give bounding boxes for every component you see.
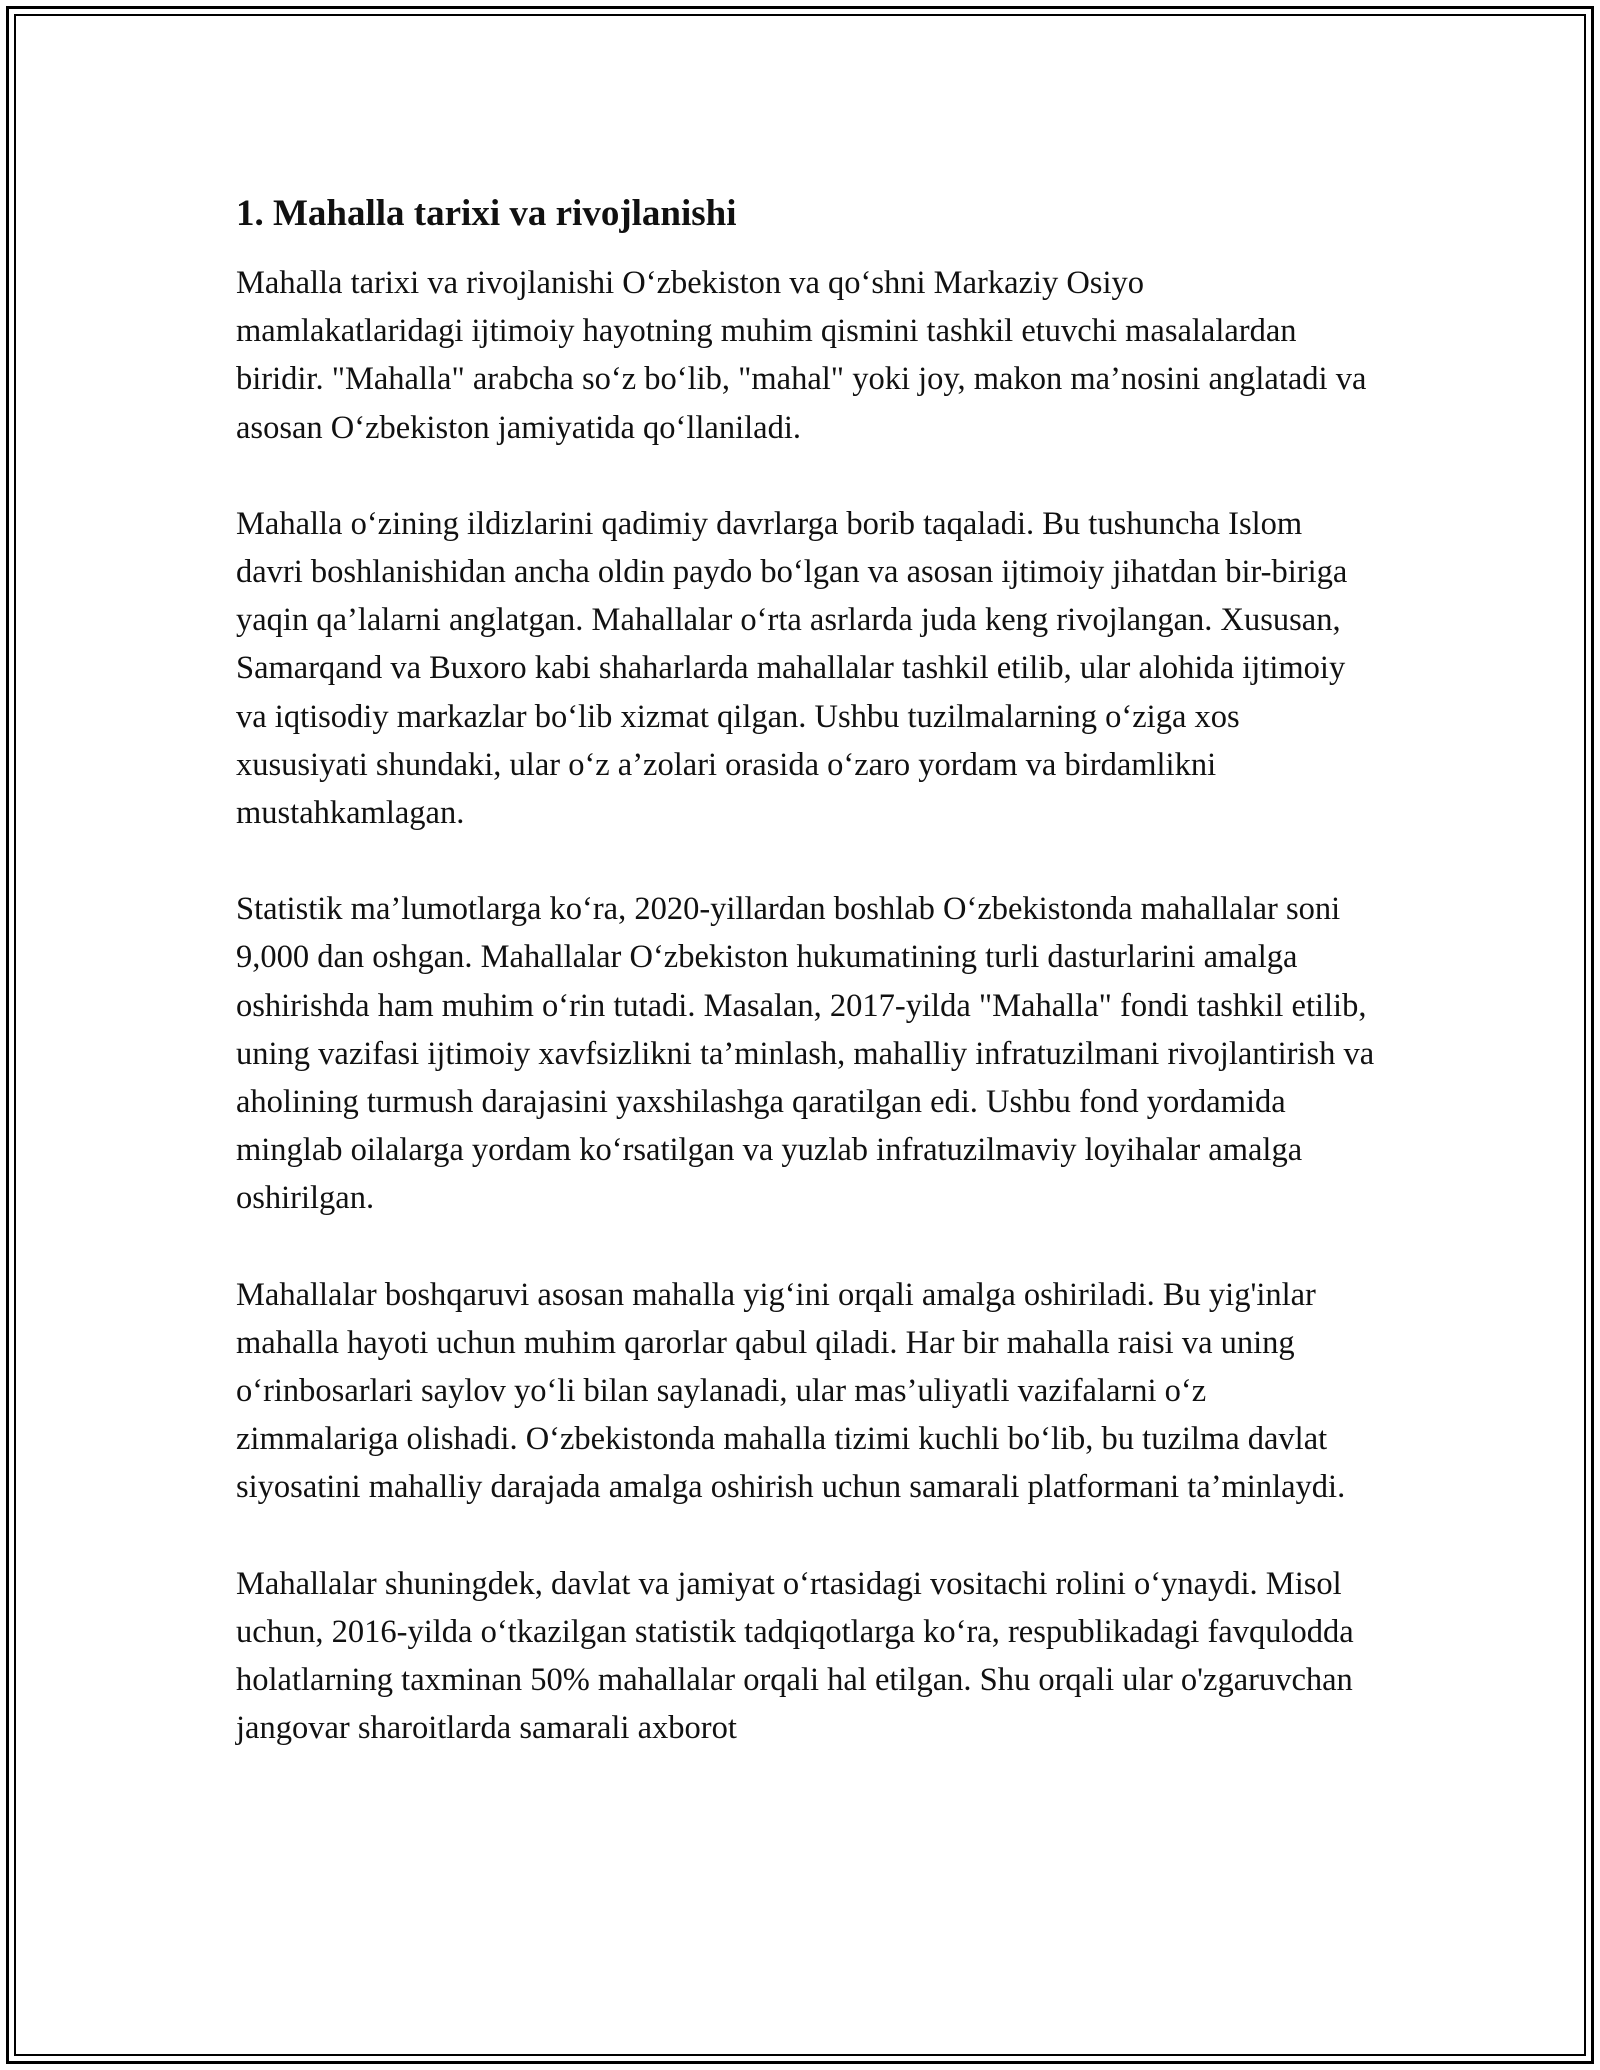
paragraph-5: Mahallalar shuningdek, davlat va jamiyat o‘rtasidagi vositachi rolini o‘ynaydi. Misol uchun, 2016-yilda o‘tkazilgan statistik tadqiqotlarga ko‘ra, respublikadagi favqulodda holatlarning taxminan 50% mahallalar orqali hal etilgan. Shu orqali ular o'zgaruvchan jangovar sharoitlarda samarali axborot — [236, 1565, 1354, 1747]
paragraph-1: Mahalla tarixi va rivojlanishi O‘zbekiston va qo‘shni Markaziy Osiyo mamlakatlaridagi ijtimoiy hayotning muhim qismini tashkil etuvchi masalalardan biridir. "Mahalla" arabcha so‘z bo‘lib, "mahal" yoki joy, makon ma’nosini anglatadi va asosan O‘zbekiston jamiyatida qo‘llaniladi. — [236, 265, 1367, 446]
paragraph-4: Mahallalar boshqaruvi asosan mahalla yig‘ini orqali amalga oshiriladi. Bu yig'inlar mahalla hayoti uchun muhim qarorlar qabul qiladi. Har bir mahalla raisi va uning o‘rinbosarlari saylov yo‘li bilan saylanadi, ular mas’uliyatli vazifalarni o‘z zimmalariga olishadi. O‘zbekistonda mahalla tizimi kuchli bo‘lib, bu tuzilma davlat siyosatini mahalliy darajada amalga oshirish uchun samarali platformani ta’minlaydi. — [236, 1276, 1346, 1506]
section-heading: 1. Mahalla tarixi va rivojlanishi — [236, 193, 737, 234]
paragraph-3: Statistik ma’lumotlarga ko‘ra, 2020-yillardan boshlab O‘zbekistonda mahallalar soni 9,000 dan oshgan. Mahallalar O‘zbekiston hukumatining turli dasturlarini amalga oshirishda ham muhim o‘rin tutadi. Masalan, 2017-yilda "Mahalla" fondi tashkil etilib, uning vazifasi ijtimoiy xavfsizlikni ta’minlash, mahalliy infratuzilmani rivojlantirish va aholining turmush darajasini yaxshilashga qaratilgan edi. Ushbu fond yordamida minglab oilalarga yordam ko‘rsatilgan va yuzlab infratuzilmaviy loyihalar amalga oshirilgan. — [236, 891, 1375, 1217]
paragraph-2: Mahalla o‘zining ildizlarini qadimiy davrlarga borib taqaladi. Bu tushuncha Islom davri boshlanishidan ancha oldin paydo bo‘lgan va asosan ijtimoiy jihatdan bir-biriga yaqin qa’lalarni anglatgan. Mahallalar o‘rta asrlarda juda keng rivojlangan. Xususan, Samarqand va Buxoro kabi shaharlarda mahallalar tashkil etilib, ular alohida ijtimoiy va iqtisodiy markazlar bo‘lib xizmat qilgan. Ushbu tuzilmalarning o‘ziga xos xususiyati shundaki, ular o‘z a’zolari orasida o‘zaro yordam va birdamlikni mustahkamlagan. — [236, 505, 1348, 832]
document-body — [236, 188, 1376, 1752]
